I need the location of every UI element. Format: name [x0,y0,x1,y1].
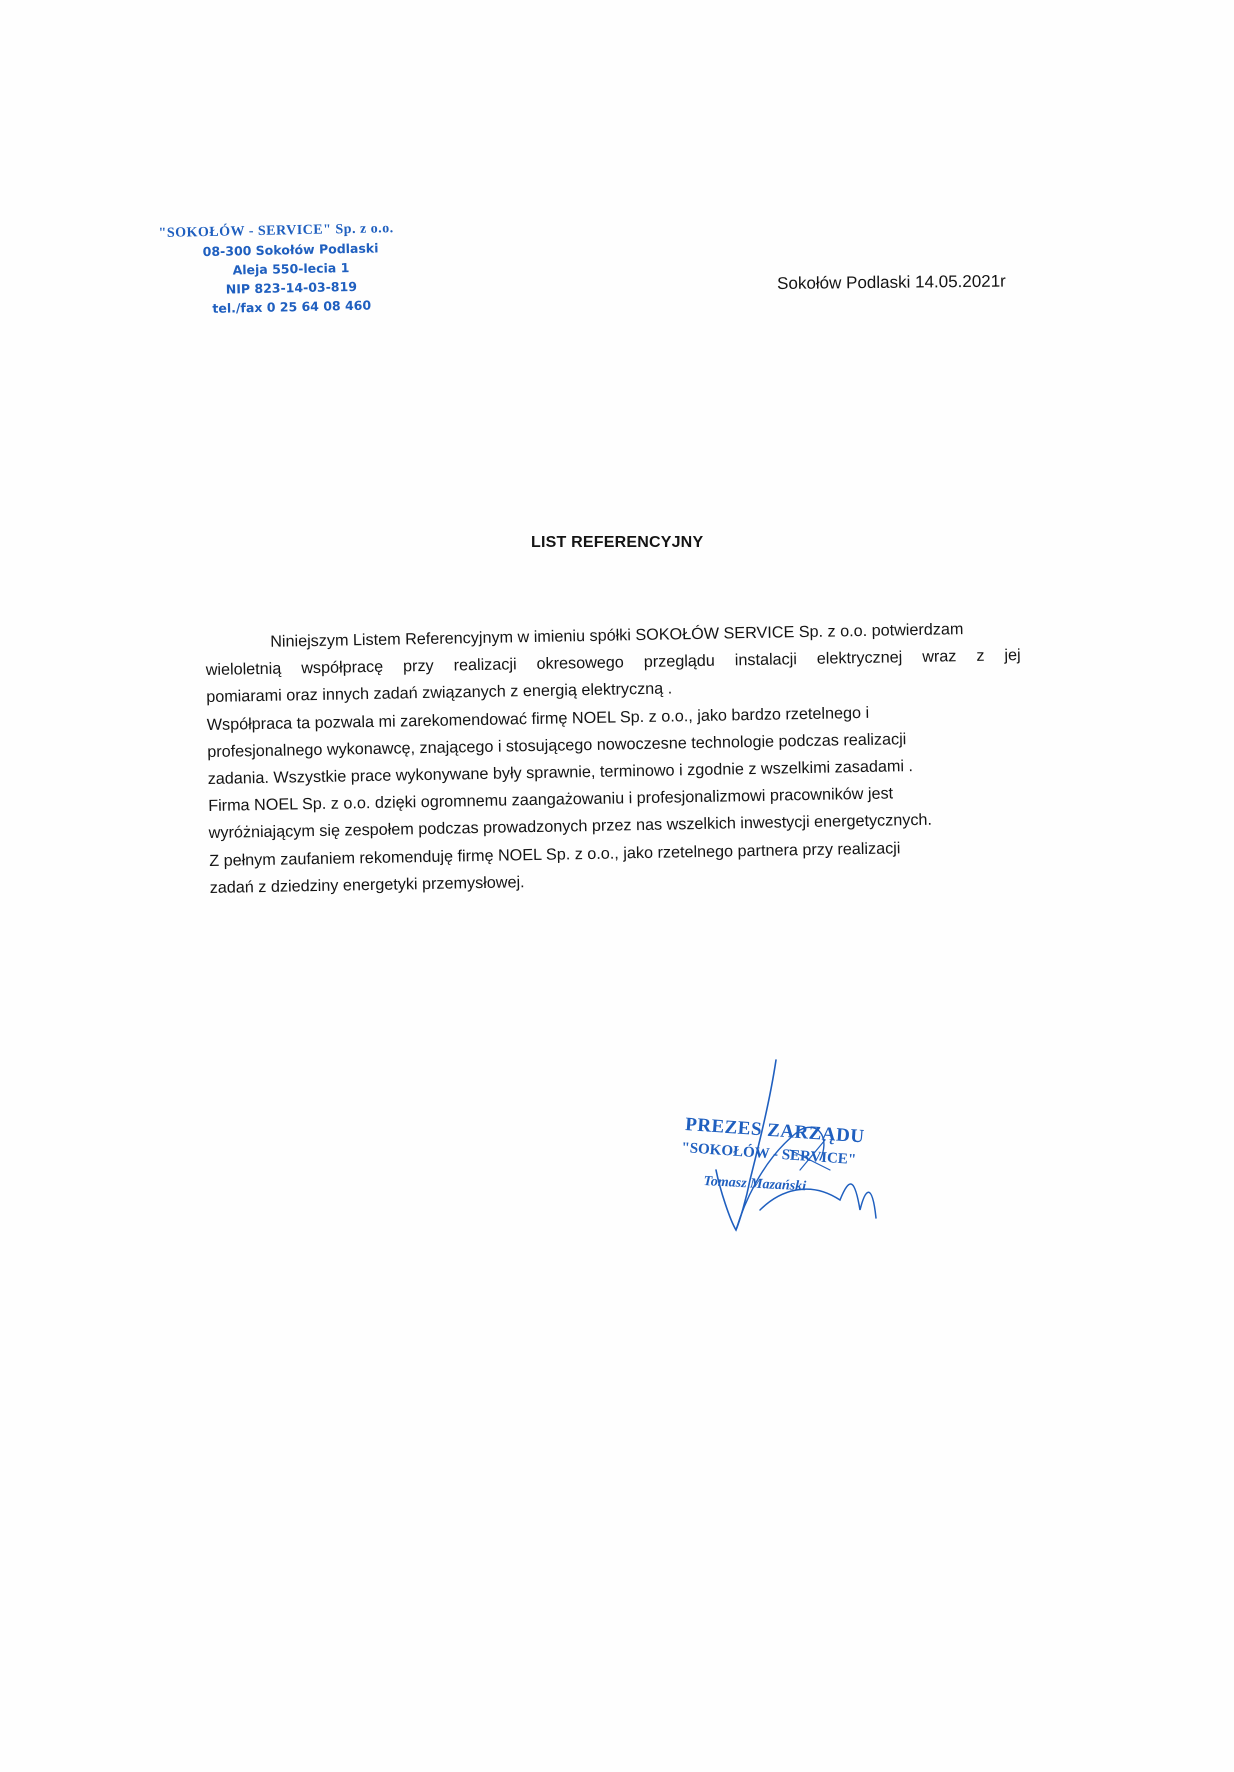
body-line: zadań z dziedziny energetyki przemysłowej. [209,872,525,897]
stamp-postal-address: 08-300 Sokołów Podlaski [202,240,379,260]
body-line: Z pełnym zaufaniem rekomenduję firmę NOEL Sp. z o.o., jako rzetelnego partnera przy realizacji [209,838,901,870]
body-line: Niniejszym Listem Referencyjnym w imieniu spółki SOKOŁÓW SERVICE Sp. z o.o. potwierdzam [270,620,964,651]
signature-company: "SOKOŁÓW - SERVICE" [680,1140,857,1169]
stamp-company-name: "SOKOŁÓW - SERVICE" Sp. z o.o. [158,221,394,242]
body-line: wieloletnią współpracę przy realizacji okresowego przeglądu instalacji elektrycznej wraz z jej [205,646,1021,680]
body-line: wyróżniającym się zespołem podczas prowadzonych przez nas wszelkich inwestycji energetycznych. [208,811,933,843]
stamp-nip: NIP 823-14-03-819 [225,278,358,297]
body-line: profesjonalnego wykonawcę, znającego i stosującego nowoczesne technologie podczas realizacji [207,729,907,761]
place-and-date: Sokołów Podlaski 14.05.2021r [777,271,1006,293]
body-line: zadania. Wszystkie prace wykonywane były sprawnie, terminowo i zgodnie z wszelkimi zasadami . [207,756,914,788]
signature-stamp [680,1060,910,1240]
body-line: pomiarami oraz innych zadań związanych z energią elektryczną . [206,679,673,707]
body-line: Firma NOEL Sp. z o.o. dzięki ogromnemu zaangażowaniu i profesjonalizmowi pracowników jest [208,784,894,816]
company-stamp [160,219,422,319]
letter-body [205,615,1025,902]
body-line: Współpraca ta pozwala mi zarekomendować firmę NOEL Sp. z o.o., jako bardzo rzetelnego i [206,703,870,734]
signature-person: Tomasz Mazański [703,1174,807,1195]
signature-title: PREZES ZARZĄDU [684,1114,866,1148]
stamp-phone: tel./fax 0 25 64 08 460 [212,297,372,316]
stamp-street-address: Aleja 550-lecia 1 [232,260,350,278]
document-title: LIST REFERENCYJNY [531,534,704,551]
